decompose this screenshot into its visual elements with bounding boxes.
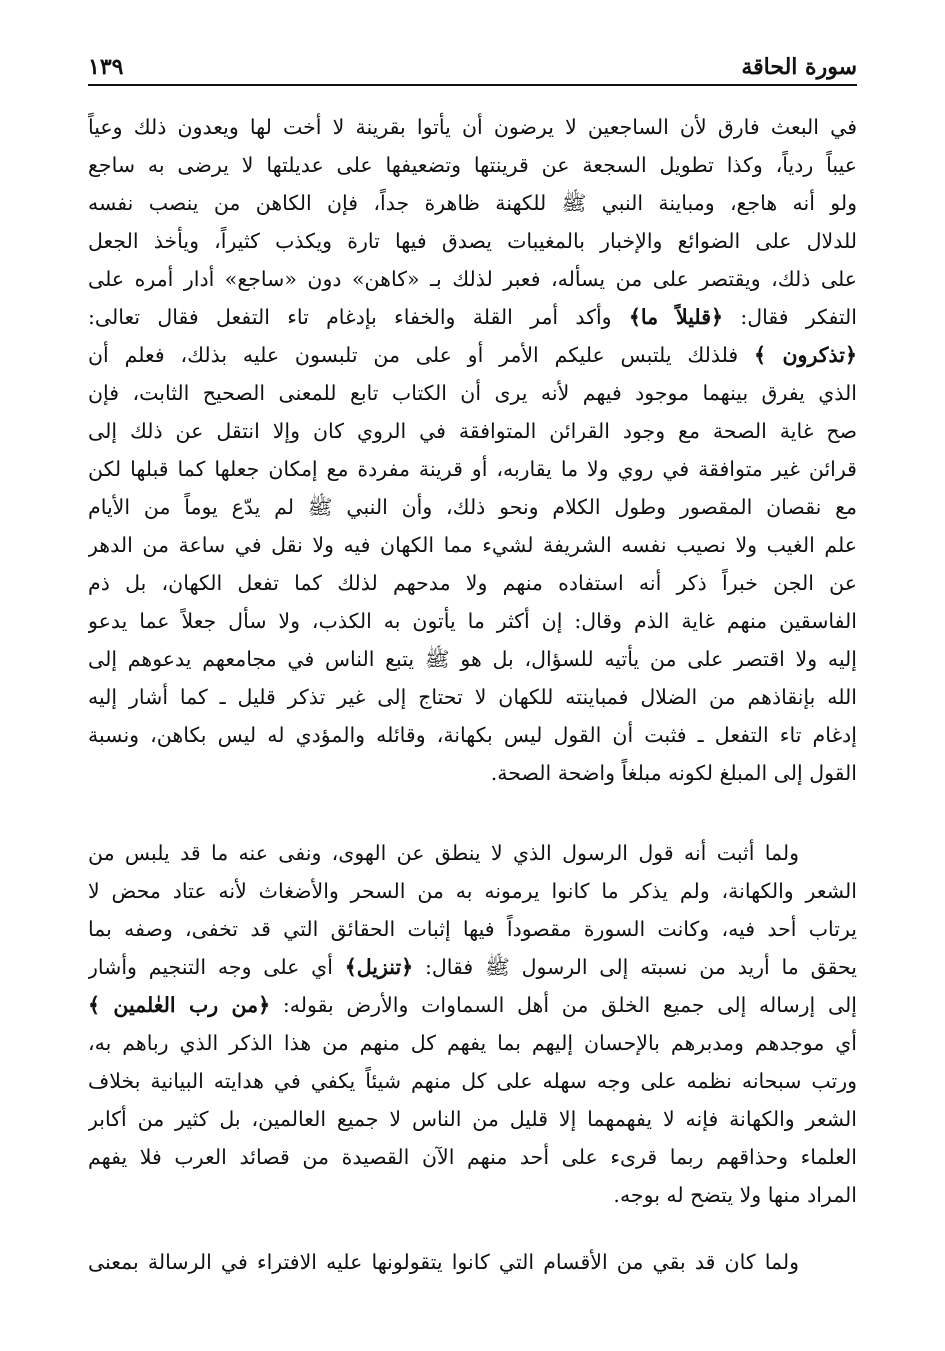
- text-line: في البعث فارق لأن الساجعين لا يرضون أن يأتوا بقرينة لا أخت لها ويعدون ذلك وعياً: [88, 115, 857, 139]
- quran-quote: ﴿من رب العٰلمين ﴾: [88, 993, 271, 1017]
- text-line: عن الجن خبراً ذكر أنه استفاده منهم ولا مدحهم لذلك كما تفعل الكهان، بل ذم: [88, 571, 857, 595]
- quran-quote: ﴿تذكرون ﴾: [754, 343, 857, 367]
- text-line: العلماء وحذاقهم ربما قرىء على أحد منهم الآن القصيدة من قصائد العرب فلا يفهم: [88, 1145, 857, 1169]
- paragraph-1: [88, 108, 857, 792]
- quran-quote: ﴿قليلاً ما﴾: [628, 305, 724, 329]
- header-rule: [88, 84, 857, 86]
- text-line: علم الغيب ولا نصيب نفسه الشريفة لشيء مما الكهان فيه ولا نقل في ساعة من الدهر: [88, 533, 857, 557]
- text-line: أي موجدهم ومدبرهم بالإحسان إليهم بما يفهم كل منهم من هذا الذكر الذي رباهم به،: [88, 1031, 857, 1055]
- page-number: ١٣٩: [88, 54, 124, 80]
- text-line: الشعر والكهانة، ولم يذكر ما كانوا يرمونه به من السحر والأضغاث لأنه عتاد محض لا: [88, 879, 857, 903]
- text-line: المراد منها ولا يتضح له بوجه.: [613, 1183, 857, 1207]
- text-line: الذي يفرق بينهما موجود فيهم لأنه يرى أن الكتاب تابع للمعنى الصحيح الثابت، فإن: [88, 381, 857, 405]
- text-line: القول إلى المبلغ لكونه مبلغاً واضحة الصحة.: [490, 761, 857, 785]
- text-line: قرائن غير متوافقة في روي ولا ما يقاربه، أو قرينة مفردة مع إمكان جعلها كما قبلها لكن: [88, 457, 857, 481]
- text-line: إليه ولا اقتصر على من يأتيه للسؤال، بل هو ﷺ يتبع الناس في مجامعهم يدعوهم إلى: [88, 647, 857, 671]
- text-line: إلى إرساله إلى جميع الخلق من أهل السماوات والأرض بقوله: ﴿من رب العٰلمين ﴾: [88, 993, 857, 1017]
- paragraph-3: [88, 1243, 857, 1281]
- text-line: للدلال على الضوائع والإخبار بالمغيبات يصدق فيها تارة ويكذب كثيراً، ويأخذ الجعل: [88, 229, 857, 253]
- text-line: الشعر والكهانة فإنه لا يفهمهما إلا قليل من الناس لا جميع العالمين، بل كثير من أكابر: [88, 1107, 857, 1131]
- text-line: ولما كان قد بقي من الأقسام التي كانوا يتقولونها عليه الافتراء في الرسالة بمعنى: [88, 1250, 799, 1274]
- page-header: [88, 52, 857, 86]
- text-line: الفاسقين منهم غاية الذم وقال: إن أكثر ما يأتون به الكذب، ولا سأل جعلاً عما يدعو: [88, 609, 857, 633]
- text-line: التفكر فقال: ﴿قليلاً ما﴾ وأكد أمر القلة والخفاء بإدغام تاء التفعل فقال تعالى:: [88, 305, 857, 329]
- text-line: ولما أثبت أنه قول الرسول الذي لا ينطق عن الهوى، ونفى عنه ما قد يلبس من: [88, 841, 799, 865]
- text-line: ولو أنه هاجع، ومباينة النبي ﷺ للكهنة ظاهرة جداً، فإن الكاهن من ينصب نفسه: [88, 191, 857, 215]
- text-line: صح غاية الصحة مع وجود القرائن المتوافقة في الروي كان وإلا انتقل عن ذلك إلى: [88, 419, 857, 443]
- text-line: مع نقصان المقصور وطول الكلام ونحو ذلك، وأن النبي ﷺ لم يدّع يوماً من الأيام: [88, 495, 857, 519]
- surah-title: سورة الحاقة: [741, 54, 857, 80]
- text-line: يرتاب أحد فيه، وكانت السورة مقصوداً فيها إثبات الحقائق التي قد تخفى، وصفه بما: [88, 917, 857, 941]
- text-line: إدغام تاء التفعل ـ فثبت أن القول ليس بكهانة، وقائله والمؤدي له ليس بكاهن، ونسبة: [88, 723, 857, 747]
- text-line: عيباً ردياً، وكذا تطويل السجعة عن قرينتها وتضعيفها على عديلتها لا يرضى به ساجع: [88, 153, 857, 177]
- text-line: ﴿تذكرون ﴾ فلذلك يلتبس عليكم الأمر أو على من تلبسون عليه بذلك، فعلم أن: [88, 343, 857, 367]
- text-line: يحقق ما أريد من نسبته إلى الرسول ﷺ فقال: ﴿تنزيل﴾ أي على وجه التنجيم وأشار: [88, 955, 857, 979]
- text-line: على ذلك، ويقتصر على من يسأله، فعبر لذلك بـ «كاهن» دون «ساجع» أدار أمره على: [88, 267, 857, 291]
- text-line: ورتب سبحانه نظمه على وجه سهله على كل منهم شيئاً يكفي في هدايته البيانية بخلاف: [88, 1069, 857, 1093]
- quran-quote: ﴿تنزيل﴾: [344, 955, 414, 979]
- text-line: الله بإنقاذهم من الضلال فمباينته للكهان لا تحتاج إلى غير تذكر قليل ـ كما أشار إليه: [88, 685, 857, 709]
- paragraph-2: [88, 834, 857, 1214]
